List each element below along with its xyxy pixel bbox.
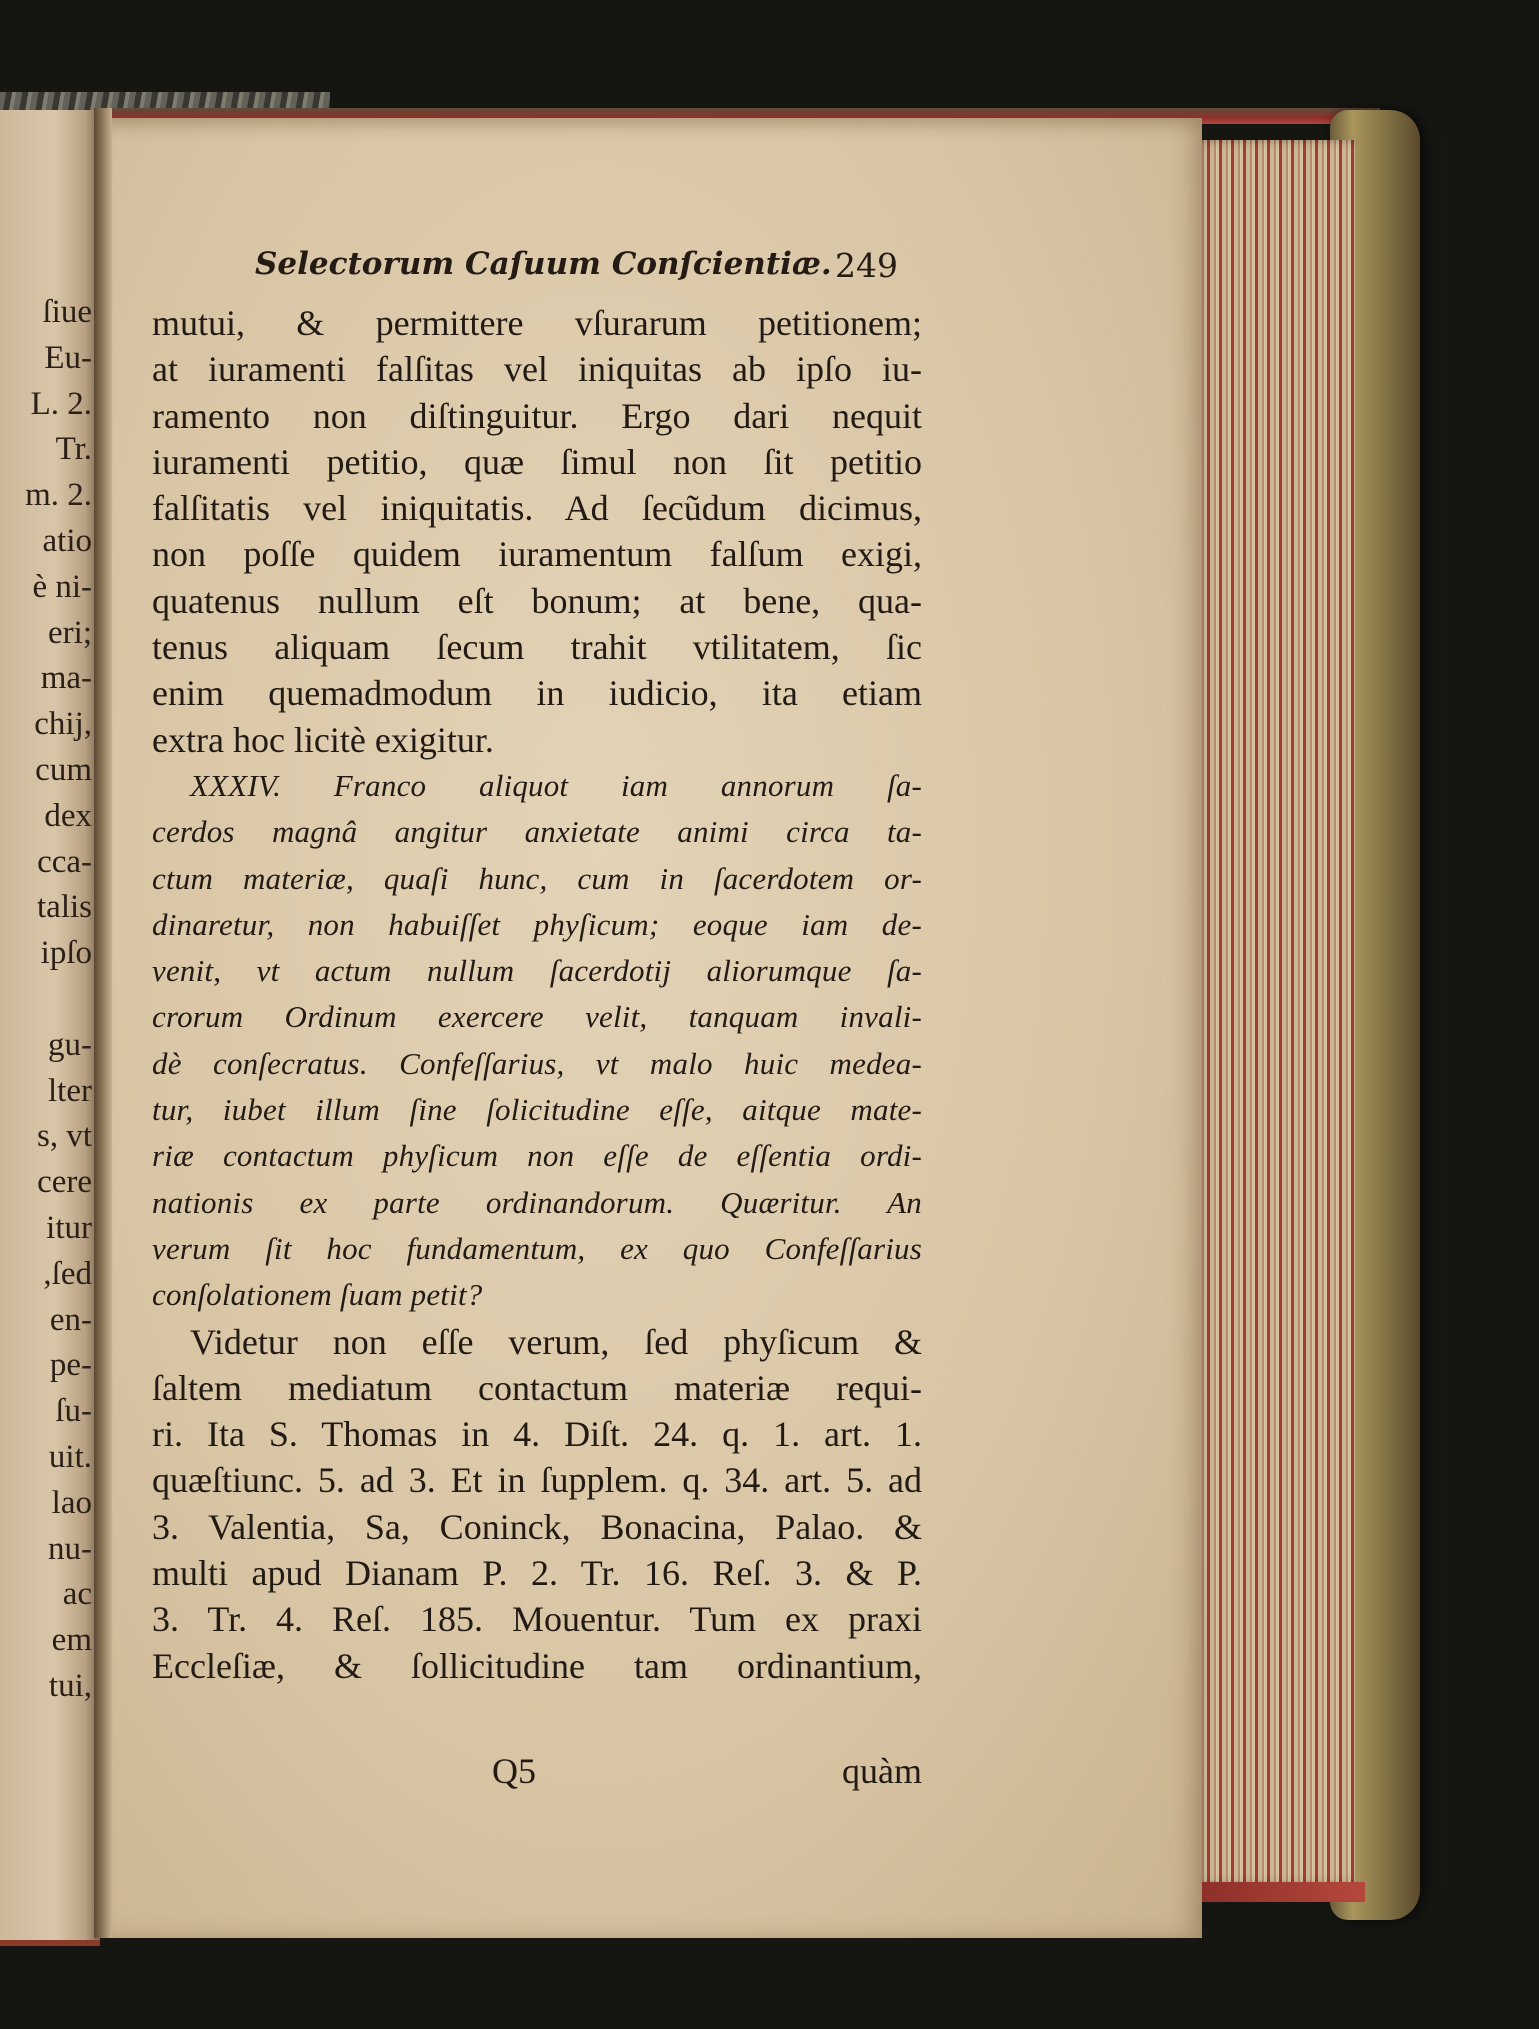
text-line: mutui, & permittere vſurarum petitionem; — [152, 303, 922, 343]
text-line: falſitatis vel iniquitatis. Ad ſecũdum dicimus, — [152, 488, 922, 529]
text-line: 3. Valentia, Sa, Coninck, Bonacina, Palao. & — [152, 1506, 922, 1547]
left-fragment: ipſo — [40, 935, 92, 972]
text-line: at iuramenti falſitas vel iniquitas ab ipſo iu- — [152, 349, 922, 390]
page-number: 249 — [835, 246, 898, 285]
left-fragment: chij, — [34, 706, 92, 743]
page-body-text — [152, 300, 922, 1689]
text-line: verum ſit hoc fundamentum, ex quo Confeſſarius — [152, 1230, 922, 1266]
left-fragment: cca- — [37, 843, 92, 880]
catchword: quàm — [842, 1751, 922, 1791]
page-footer — [152, 1750, 922, 1800]
left-fragment: lter — [48, 1072, 92, 1109]
text-line: dè conſecratus. Confeſſarius, vt malo huic medea- — [152, 1045, 922, 1081]
left-fragment: s, vt — [36, 1118, 92, 1155]
text-line: Eccleſiæ, & ſollicitudine tam ordinantium, — [152, 1645, 922, 1686]
left-fragment: m. 2. — [25, 477, 92, 514]
left-fragment: cum — [35, 751, 92, 788]
left-fragment: itur — [46, 1209, 92, 1246]
left-fragment: nu- — [48, 1530, 92, 1567]
text-line: quatenus nullum eſt bonum; at bene, qua- — [152, 580, 922, 621]
left-fragment: em — [51, 1622, 92, 1659]
page-stack-bottom-edge — [1195, 1882, 1365, 1902]
running-title: Selectorum Caſuum Conſcientiæ. — [255, 246, 832, 282]
left-fragment: pe- — [49, 1347, 92, 1384]
text-line: ramento non diſtinguitur. Ergo dari nequit — [152, 395, 922, 436]
page-stack-fore-edge — [1195, 140, 1355, 1885]
left-fragment: dex — [44, 797, 92, 834]
left-fragment: talis — [37, 889, 92, 926]
text-line: dinaretur, non habuiſſet phyſicum; eoque iam de- — [152, 906, 922, 942]
left-fragment: atio — [42, 522, 92, 559]
text-line: XXXIV. Franco aliquot iam annorum ſa- — [190, 767, 922, 803]
left-fragment: Eu- — [44, 339, 92, 376]
left-fragment: ,ſed — [43, 1255, 92, 1292]
left-fragment: cere — [37, 1164, 92, 1201]
left-fragment: tui, — [48, 1667, 92, 1704]
text-line: ctum materiæ, quaſi hunc, cum in ſacerdotem or- — [152, 860, 922, 896]
left-fragment: gu- — [48, 1026, 92, 1063]
left-fragment: Tr. — [55, 431, 92, 468]
signature-mark: Q5 — [492, 1751, 536, 1791]
text-line: conſolationem ſuam petit? — [152, 1277, 483, 1313]
left-fragment: lao — [51, 1484, 92, 1521]
text-line: riæ contactum phyſicum non eſſe de eſſentia ordi- — [152, 1138, 922, 1174]
text-line: crorum Ordinum exercere velit, tanquam invali- — [152, 999, 922, 1035]
text-line: extra hoc licitè exigitur. — [152, 719, 494, 760]
left-fragment: ma- — [40, 660, 92, 697]
left-fragment — [0, 977, 98, 1023]
left-fragment: ac — [62, 1576, 92, 1613]
text-line: venit, vt actum nullum ſacerdotij aliorumque ſa- — [152, 953, 922, 989]
text-line: 3. Tr. 4. Reſ. 185. Mouentur. Tum ex praxi — [152, 1599, 922, 1640]
left-page-text-fragments — [0, 290, 98, 1710]
left-fragment: eri; — [48, 614, 92, 651]
left-fragment: L. 2. — [30, 385, 92, 422]
text-line: ri. Ita S. Thomas in 4. Diſt. 24. q. 1. art. 1. — [152, 1414, 922, 1455]
text-line: multi apud Dianam P. 2. Tr. 16. Reſ. 3. & P. — [152, 1553, 922, 1594]
running-head — [255, 246, 955, 296]
text-line: tenus aliquam ſecum trahit vtilitatem, ſic — [152, 627, 922, 668]
book-gutter — [94, 108, 112, 1938]
text-line: enim quemadmodum in iudicio, ita etiam — [152, 673, 922, 714]
left-fragment: ſu- — [55, 1393, 92, 1430]
left-fragment: en- — [49, 1301, 92, 1338]
text-line: nationis ex parte ordinandorum. Quæritur. An — [152, 1184, 922, 1220]
left-fragment: è ni- — [32, 568, 92, 605]
text-line: iuramenti petitio, quæ ſimul non ſit petitio — [152, 441, 922, 482]
text-line: cerdos magnâ angitur anxietate animi circa ta- — [152, 814, 922, 850]
left-fragment: ſiue — [42, 294, 92, 330]
left-fragment: uit. — [48, 1438, 92, 1475]
text-line: non poſſe quidem iuramentum falſum exigi, — [152, 534, 922, 575]
text-line: quæſtiunc. 5. ad 3. Et in ſupplem. q. 34. art. 5. ad — [152, 1460, 922, 1501]
text-line: Videtur non eſſe verum, ſed phyſicum & — [190, 1321, 922, 1362]
text-line: ſaltem mediatum contactum materiæ requi- — [152, 1367, 922, 1408]
text-line: tur, iubet illum ſine ſolicitudine eſſe, aitque mate- — [152, 1092, 922, 1128]
